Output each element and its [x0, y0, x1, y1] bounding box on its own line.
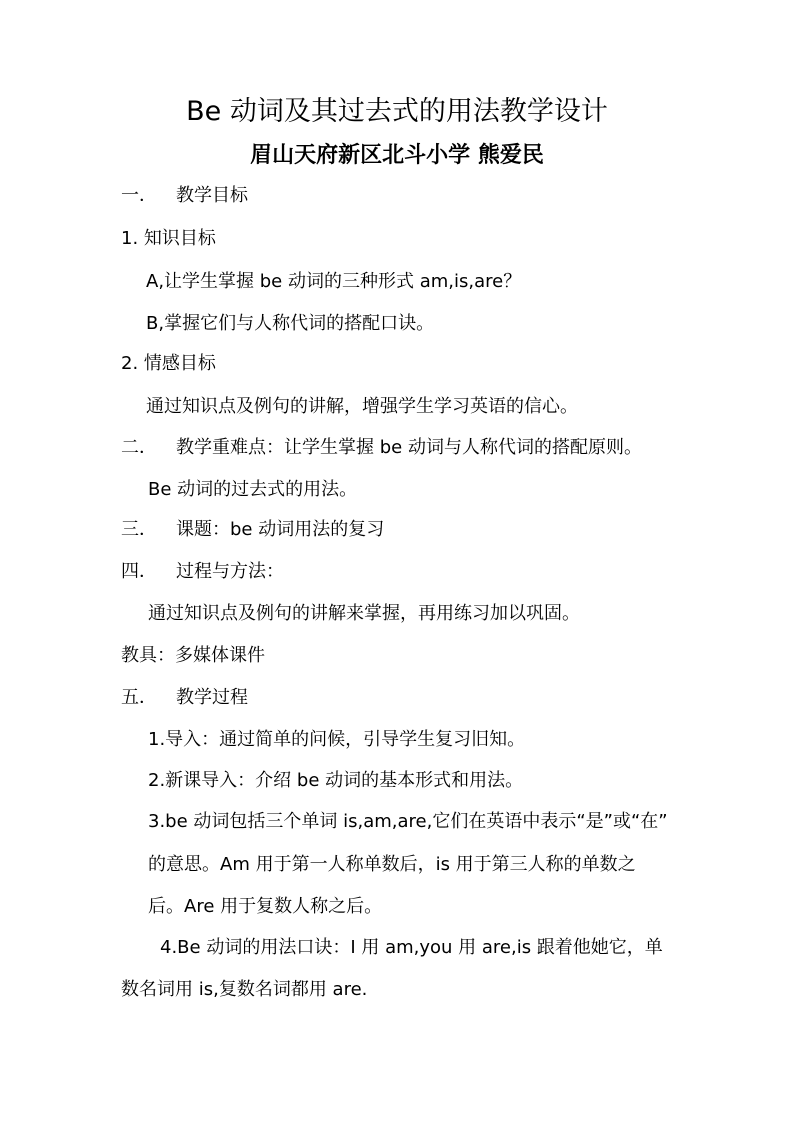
section-4-number: 四．: [121, 561, 157, 582]
section-2-text: 教学重难点：让学生掌握 be 动词与人称代词的搭配原则。: [176, 437, 642, 458]
section-5-text: 教学过程: [176, 687, 248, 708]
process-step-3-line-2: 的意思。Am 用于第一人称单数后，is 用于第三人称的单数之: [148, 854, 636, 875]
section-5-heading: [121, 684, 248, 712]
process-step-3-line-1: 3.be 动词包括三个单词 is,am,are,它们在英语中表示“是”或“在”: [148, 811, 668, 832]
emotion-goal-text: 通过知识点及例句的讲解，增强学生学习英语的信心。: [146, 396, 578, 417]
process-step-3-line-3: 后。Are 用于复数人称之后。: [148, 896, 383, 917]
section-1-heading: [121, 182, 248, 210]
process-step-2: 2.新课导入：介绍 be 动词的基本形式和用法。: [148, 770, 524, 791]
section-3-heading: [121, 516, 384, 544]
section-1-number: 一．: [121, 185, 157, 206]
knowledge-goal-b: B,掌握它们与人称代词的搭配口诀。: [146, 313, 435, 334]
knowledge-goal-heading: 1. 知识目标: [121, 228, 216, 249]
section-3-text: 课题：be 动词用法的复习: [176, 519, 385, 540]
section-2-heading: [121, 434, 642, 462]
emotion-goal-heading: 2. 情感目标: [121, 353, 216, 374]
process-step-4-line-1: 4.Be 动词的用法口诀：I 用 am,you 用 are,is 跟着他她它，单: [160, 937, 663, 958]
section-4-heading: [121, 558, 284, 586]
document-title: Be 动词及其过去式的用法教学设计: [186, 96, 608, 127]
section-5-number: 五．: [121, 687, 157, 708]
section-1-text: 教学目标: [176, 185, 248, 206]
section-4-text-body: 通过知识点及例句的讲解来掌握，再用练习加以巩固。: [148, 603, 580, 624]
teaching-tools: 教具：多媒体课件: [121, 645, 265, 666]
section-2-continuation: Be 动词的过去式的用法。: [148, 479, 358, 500]
process-step-4-line-2: 数名词用 is,复数名词都用 are.: [121, 979, 368, 1000]
section-4-text: 过程与方法：: [176, 561, 284, 582]
process-step-1: 1.导入：通过简单的问候，引导学生复习旧知。: [148, 729, 526, 750]
knowledge-goal-a: A,让学生掌握 be 动词的三种形式 am,is,are？: [146, 271, 522, 292]
document-subtitle: 眉山天府新区北斗小学 熊爱民: [250, 143, 544, 168]
section-3-number: 三．: [121, 519, 157, 540]
section-2-number: 二．: [121, 437, 157, 458]
